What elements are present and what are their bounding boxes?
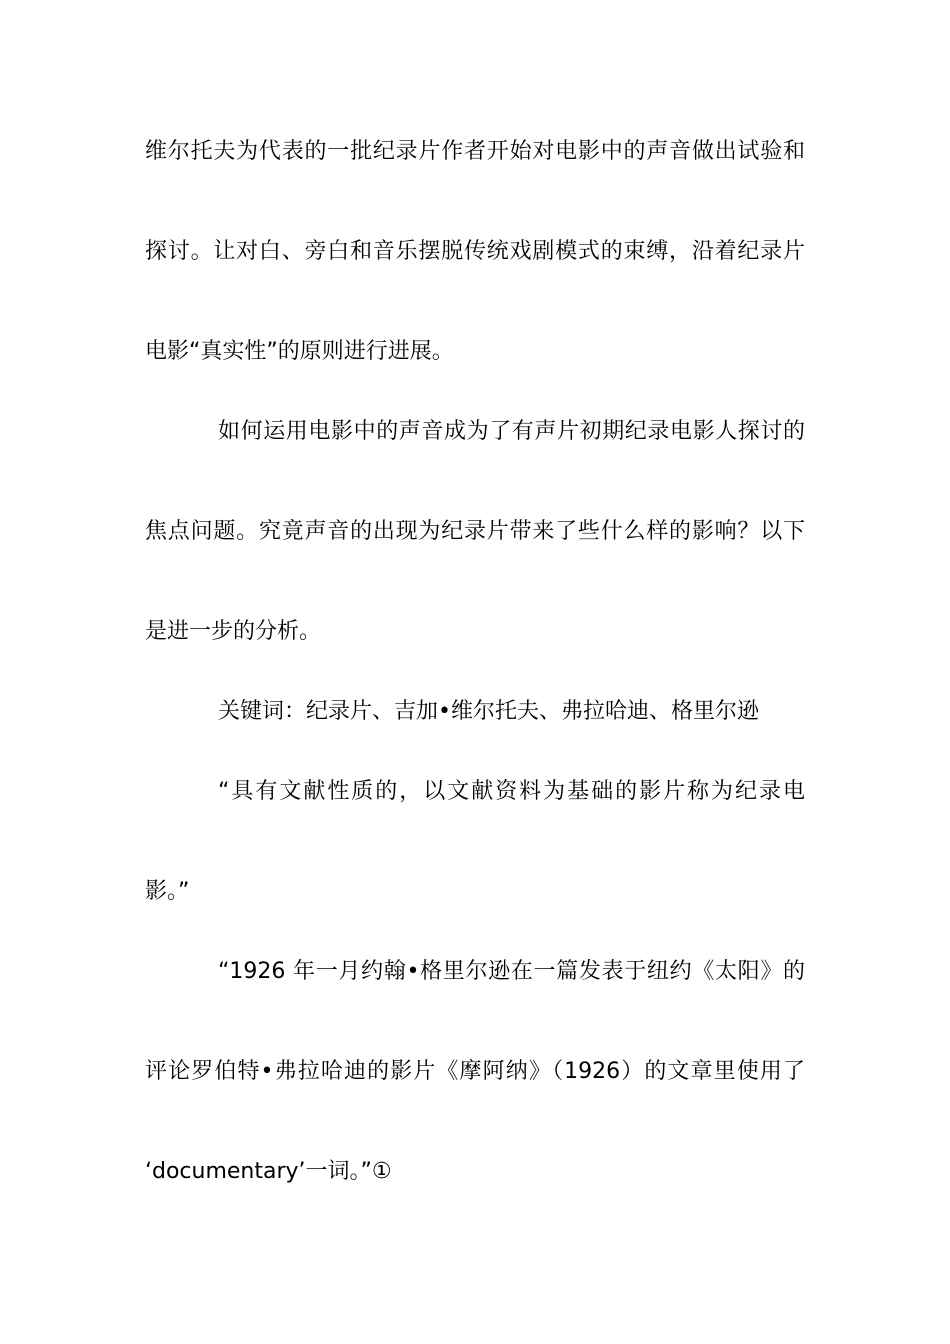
paragraph-1-line-1: 维尔托夫为代表的一批纪录片作者开始对电影中的声音做出试验和 — [145, 139, 805, 164]
paragraph-2-line-3: 是进一步的分析。 — [145, 619, 322, 644]
quote-2-line-2: 评论罗伯特•弗拉哈迪的影片《摩阿纳》（1926）的文章里使用了 — [145, 1059, 805, 1084]
paragraph-1-line-3: 电影“真实性”的原则进行进展。 — [145, 339, 454, 364]
paragraph-2-line-2: 焦点问题。究竟声音的出现为纪录片带来了些什么样的影响？以下 — [145, 519, 805, 544]
keywords-line: 关键词：纪录片、吉加•维尔托夫、弗拉哈迪、格里尔逊 — [218, 699, 759, 724]
paragraph-1-line-2: 探讨。让对白、旁白和音乐摆脱传统戏剧模式的束缚，沿着纪录片 — [145, 239, 805, 264]
paragraph-2-line-1: 如何运用电影中的声音成为了有声片初期纪录电影人探讨的 — [218, 419, 805, 444]
quote-1-line-2: 影。” — [145, 879, 190, 904]
quote-2-line-1: “1926 年一月约翰•格里尔逊在一篇发表于纽约《太阳》的 — [218, 959, 805, 984]
quote-2-line-3: ‘documentary’一词。”① — [145, 1159, 392, 1184]
quote-1-line-1: “具有文献性质的，以文献资料为基础的影片称为纪录电 — [218, 779, 805, 804]
